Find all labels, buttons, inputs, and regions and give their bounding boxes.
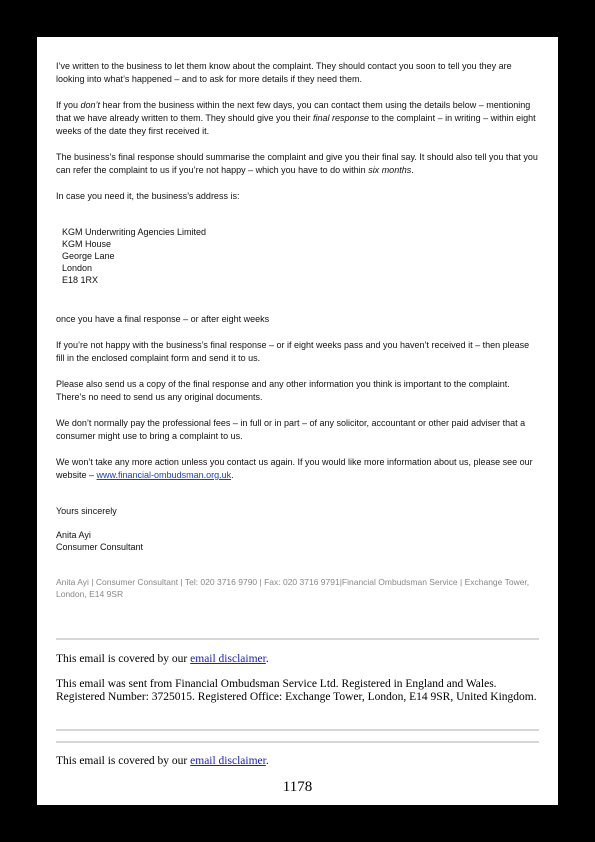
paragraph-4: In case you need it, the business’s address is: [56,191,240,201]
paragraph-1: I’ve written to the business to let them know about the complaint. They should contact you soon to tell you they are looking into what’s happened – and to ask for more details if they need them. [56,61,512,84]
paragraph-3-part-a: The business’s final response should summarise the complaint and give you their final say. It should also tell you that you can refer the complaint to us if you’re not happy – which you have to do within [56,152,538,175]
address-line: KGM Underwriting Agencies Limited [62,227,207,237]
disclaimer-2-prefix: This email is covered by our [56,755,191,767]
address-line: George Lane [62,251,115,261]
divider [56,638,539,640]
closing-salutation: Yours sincerely [56,506,117,516]
business-address [56,226,539,286]
paragraph-8-part-a: We won’t take any more action unless you contact us again. If you would like more information about us, please see our website – [56,457,533,480]
document-page [37,37,558,805]
divider [56,741,539,743]
registration-notice: This email was sent from Financial Ombudsman Service Ltd. Registered in England and Wales. Registered Number: 3725015. Registered Office: Exchange Tower, London, E14 9SR, United Kingdom. [56,678,537,703]
disclaimer-notice-1 [56,653,539,666]
paragraph-6: Please also send us a copy of the final response and any other information you think is important to the complaint. There’s no need to send us any original documents. [56,379,510,402]
disclaimer-2-suffix: . [265,755,269,767]
signature-block [56,529,539,553]
section-heading: once you have a final response – or after eight weeks [56,314,270,324]
paragraph-8-part-b: . [231,470,234,480]
letter-body [56,60,539,600]
disclaimer-1-suffix: . [265,653,269,665]
email-disclaimer-link[interactable]: email disclaimer [190,755,266,767]
paragraph-2-part-a: If you [56,100,81,110]
paragraph-3-emphasis-six-months: six months [368,165,412,175]
email-disclaimer-link[interactable]: email disclaimer [190,653,266,665]
address-line: London [62,263,93,273]
paragraph-2-emphasis-final-response: final response [312,113,370,123]
closing-block [56,505,539,553]
paragraph-2-emphasis-dont: don’t [80,100,101,110]
paragraph-5: If you’re not happy with the business’s final response – or if eight weeks pass and you haven’t received it – then please fill in the enclosed complaint form and send it to us. [56,340,530,363]
paragraph-3-part-b: . [411,165,414,175]
paragraph-2-part-b: hear from the business within the next few days, you can contact them using the details below – mentioning that we have already written to them. They should give you their [56,100,531,123]
paragraph-2 [56,99,539,138]
address-line: E18 1RX [62,275,99,285]
signatory-title: Consumer Consultant [56,542,144,552]
page-number: 1178 [282,779,313,795]
disclaimer-1-prefix: This email is covered by our [56,653,191,665]
address-line: KGM House [62,239,112,249]
signatory-name: Anita Ayi [56,530,91,540]
disclaimer-notice-2 [56,755,539,768]
website-link[interactable]: www.financial-ombudsman.org.uk [96,470,232,480]
divider [56,729,539,731]
paragraph-3 [56,151,539,177]
email-signature: Anita Ayi | Consumer Consultant | Tel: 020 3716 9790 | Fax: 020 3716 9791|Financial Ombudsman Service | Exchange Tower, London, E14 9SR [56,577,530,599]
paragraph-8 [56,456,539,482]
paragraph-2-part-c: to the complaint – in writing – within eight weeks of the date they first received it. [56,113,536,136]
paragraph-7: We don’t normally pay the professional fees – in full or in part – of any solicitor, accountant or other paid adviser that a consumer might use to bring a complaint to us. [56,418,526,441]
